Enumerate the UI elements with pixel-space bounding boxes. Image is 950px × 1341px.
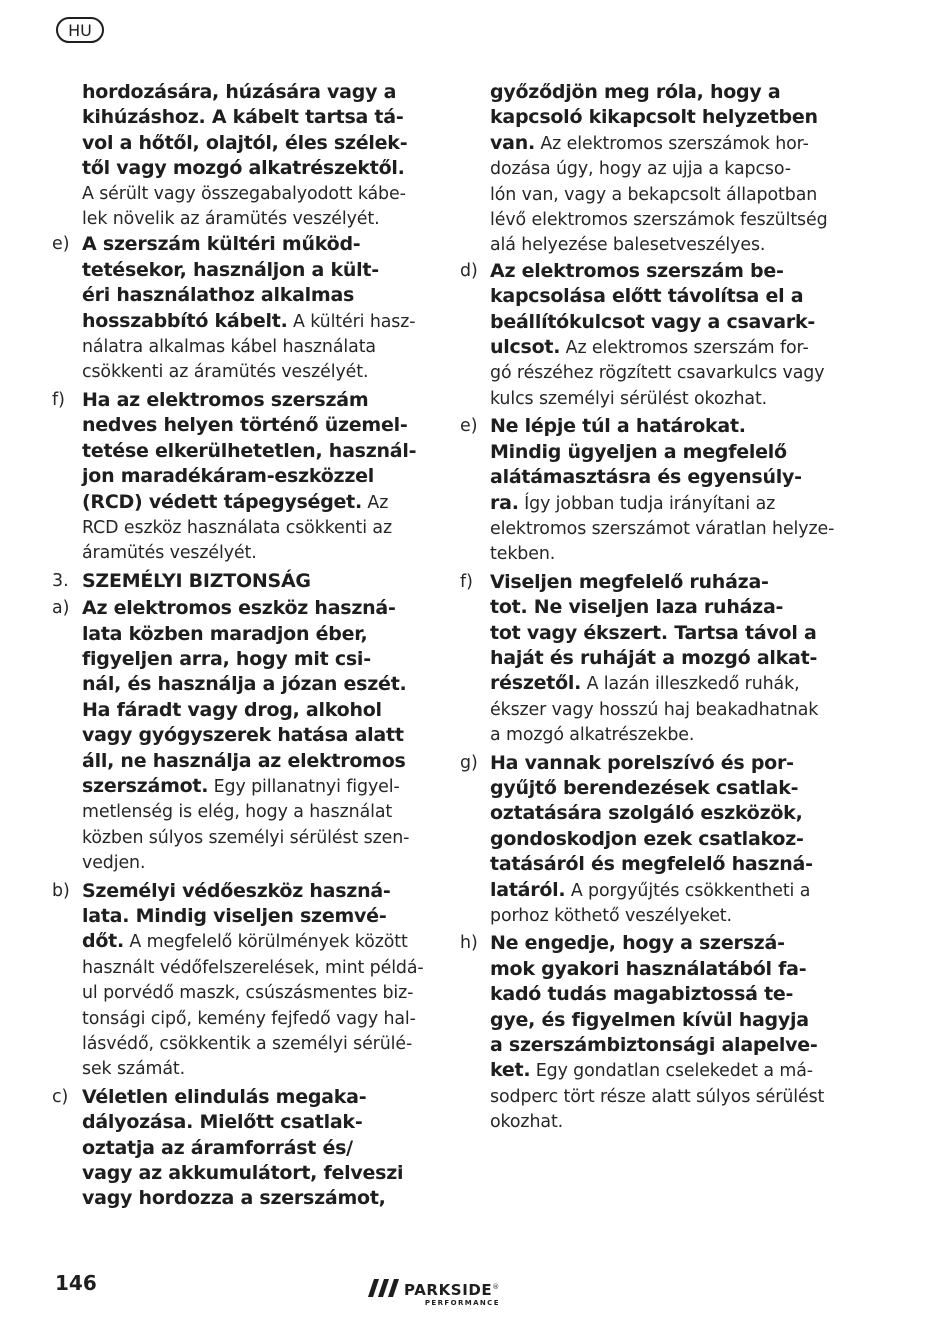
text-line bbox=[490, 1058, 836, 1084]
text-line bbox=[490, 183, 836, 208]
text-line: vagy az akkumulátort, felveszi bbox=[82, 1162, 404, 1185]
regular-text: A lazán illeszkedő ruhák, bbox=[581, 674, 800, 695]
logo-slashes-icon bbox=[368, 1279, 400, 1297]
text-line: nál, és használja a józan eszét. bbox=[82, 673, 407, 696]
regular-text: A kültéri hasz- bbox=[287, 311, 416, 332]
text-line bbox=[490, 387, 836, 412]
text-lines bbox=[490, 751, 836, 930]
text-line bbox=[82, 360, 430, 385]
section-heading bbox=[52, 569, 430, 594]
text-line bbox=[490, 233, 836, 258]
regular-text: vedjen. bbox=[82, 853, 146, 874]
regular-text: A megfelelő körülmények között bbox=[123, 932, 408, 953]
bold-lead: ulcsot. bbox=[490, 336, 561, 359]
regular-text: elektromos szerszámot váratlan helyze- bbox=[490, 518, 835, 539]
list-item bbox=[52, 232, 430, 385]
text-lines bbox=[490, 259, 836, 412]
text-line bbox=[82, 490, 430, 516]
text-line: gondoskodjon ezek csatlakoz- bbox=[490, 827, 804, 850]
item-marker: g) bbox=[460, 752, 478, 773]
text-line: Ne lépje túl a határokat. bbox=[490, 415, 746, 438]
item-marker: e) bbox=[52, 234, 70, 255]
text-line bbox=[82, 541, 430, 566]
regular-text: RCD eszköz használata csökkenti az bbox=[82, 517, 393, 538]
text-line: kapcsolása előtt távolítsa el a bbox=[490, 285, 804, 308]
section-number: 3. bbox=[52, 570, 69, 591]
regular-text: Egy pillanatnyi figyel- bbox=[208, 776, 400, 797]
regular-text: Az elektromos szerszám for- bbox=[560, 338, 809, 359]
text-line: hordozására, húzására vagy a bbox=[82, 81, 397, 103]
bold-lead: ra. bbox=[490, 491, 519, 514]
item-marker: b) bbox=[52, 880, 70, 901]
regular-text: használt védőfelszerelések, mint példá- bbox=[82, 957, 424, 978]
list-item bbox=[460, 570, 836, 749]
text-line bbox=[82, 981, 430, 1006]
regular-text: áramütés veszélyét. bbox=[82, 543, 257, 564]
bold-lead: szerszámot. bbox=[82, 774, 209, 797]
text-line: tetése elkerülhetetlen, használ- bbox=[82, 439, 417, 462]
text-line bbox=[490, 208, 836, 233]
item-marker: e) bbox=[460, 416, 478, 437]
text-line: vol a hőtől, olajtól, éles szélek- bbox=[82, 131, 408, 154]
text-line bbox=[490, 491, 836, 517]
regular-text: A porgyűjtés csökkentheti a bbox=[565, 880, 811, 901]
text-line bbox=[82, 182, 430, 207]
text-line bbox=[490, 361, 836, 386]
text-line bbox=[82, 516, 430, 541]
text-line bbox=[490, 1110, 836, 1135]
text-line: Ha fáradt vagy drog, alkohol bbox=[82, 698, 382, 721]
text-lines bbox=[82, 596, 430, 876]
bold-lead: dőt. bbox=[82, 930, 124, 953]
text-line: dályozása. Mielőtt csatlak- bbox=[82, 1111, 363, 1134]
text-lines bbox=[82, 1085, 430, 1212]
text-line: Mindig ügyeljen a megfelelő bbox=[490, 440, 787, 463]
item-marker: f) bbox=[460, 571, 473, 592]
text-line: tot. Ne viseljen laza ruháza- bbox=[490, 596, 784, 619]
regular-text: sodperc tört része alatt súlyos sérülést bbox=[490, 1086, 825, 1107]
text-line: Az elektromos szerszám be- bbox=[490, 259, 784, 282]
text-lines bbox=[490, 414, 836, 567]
text-lines bbox=[82, 232, 430, 385]
text-line bbox=[490, 904, 836, 929]
regular-text: a mozgó alkatrészekbe. bbox=[490, 725, 695, 746]
list-item bbox=[52, 388, 430, 567]
text-line: lata közben maradjon éber, bbox=[82, 622, 368, 645]
regular-text: lásvédő, csökkentik a személyi sérülé- bbox=[82, 1034, 413, 1055]
text-line bbox=[490, 878, 836, 904]
list-item bbox=[52, 1085, 430, 1212]
text-line bbox=[82, 1032, 430, 1057]
text-line: tatásáról és megfelelő haszná- bbox=[490, 853, 813, 876]
text-line: vagy gyógyszerek hatása alatt bbox=[82, 724, 404, 747]
list-item bbox=[460, 751, 836, 930]
text-lines bbox=[82, 80, 430, 232]
continued-paragraph bbox=[460, 80, 836, 259]
text-lines bbox=[490, 931, 836, 1135]
text-line: Viseljen megfelelő ruháza- bbox=[490, 570, 769, 593]
text-line: lata. Mindig viseljen szemvé- bbox=[82, 905, 387, 927]
list-item bbox=[460, 931, 836, 1135]
brand-name: PARKSIDE bbox=[404, 1281, 493, 1299]
text-line: jon maradékáram-eszközzel bbox=[82, 465, 375, 488]
regular-text: Egy gondatlan cselekedet a má- bbox=[530, 1061, 813, 1082]
text-line: Ha vannak porelszívó és por- bbox=[490, 751, 794, 774]
regular-text: A sérült vagy összegabalyodott kábe- bbox=[82, 183, 406, 204]
regular-text: Az bbox=[361, 492, 389, 513]
regular-text: tonsági cipő, kemény fejfedő vagy hal- bbox=[82, 1008, 416, 1029]
continued-paragraph bbox=[52, 80, 430, 232]
item-marker: f) bbox=[52, 389, 65, 410]
text-line: kihúzáshoz. A kábelt tartsa tá- bbox=[82, 106, 404, 129]
text-line bbox=[490, 542, 836, 567]
text-line: beállítókulcsot vagy a csavark- bbox=[490, 310, 815, 333]
bold-lead: (RCD) védett tápegységet. bbox=[82, 490, 362, 513]
regular-text: dozása úgy, hogy az ujja a kapcso- bbox=[490, 159, 791, 180]
regular-text: ékszer vagy hosszú haj beakadhatnak bbox=[490, 699, 819, 720]
item-marker: a) bbox=[52, 598, 70, 619]
text-lines bbox=[82, 388, 430, 567]
page-number: 146 bbox=[55, 1271, 97, 1295]
regular-text: Így jobban tudja irányítani az bbox=[518, 493, 776, 514]
text-line: tot vagy ékszert. Tartsa távol a bbox=[490, 621, 817, 644]
text-line: kadó tudás magabiztossá te- bbox=[490, 983, 794, 1006]
text-line bbox=[490, 131, 836, 157]
text-line: nedves helyen történő üzemel- bbox=[82, 414, 408, 437]
regular-text: metlenség is elég, hogy a használat bbox=[82, 802, 393, 823]
text-line: vagy hordozza a szerszámot, bbox=[82, 1187, 386, 1210]
text-line bbox=[82, 335, 430, 360]
text-line bbox=[490, 698, 836, 723]
bold-lead: hosszabbító kábelt. bbox=[82, 309, 288, 332]
text-line: től vagy mozgó alkatrészektől. bbox=[82, 157, 405, 180]
text-line bbox=[82, 1007, 430, 1032]
regular-text: nálatra alkalmas kábel használata bbox=[82, 337, 376, 358]
text-line: alátámasztásra és egyensúly- bbox=[490, 466, 802, 489]
text-line bbox=[490, 335, 836, 361]
regular-text: közben súlyos személyi sérülést szen- bbox=[82, 827, 410, 848]
brand-subtitle: PERFORMANCE bbox=[424, 1299, 500, 1307]
text-lines bbox=[490, 80, 836, 259]
text-lines bbox=[490, 570, 836, 749]
item-marker: h) bbox=[460, 933, 478, 954]
text-line bbox=[82, 956, 430, 981]
text-line bbox=[82, 309, 430, 335]
list-item bbox=[52, 879, 430, 1083]
text-line bbox=[490, 157, 836, 182]
regular-text: sek számát. bbox=[82, 1059, 186, 1080]
registered-mark: ® bbox=[492, 1283, 500, 1291]
left-column bbox=[52, 80, 430, 1212]
list-item bbox=[460, 259, 836, 412]
regular-text: porhoz köthető veszélyeket. bbox=[490, 906, 732, 926]
item-marker: c) bbox=[52, 1086, 69, 1107]
text-line bbox=[82, 207, 430, 232]
section-title: SZEMÉLYI BIZTONSÁG bbox=[82, 569, 311, 592]
text-line: Véletlen elindulás megaka- bbox=[82, 1085, 367, 1108]
regular-text: alá helyezése balesetveszélyes. bbox=[490, 235, 766, 256]
text-lines bbox=[82, 879, 430, 1083]
bold-lead: ket. bbox=[490, 1059, 531, 1082]
bold-lead: részetől. bbox=[490, 672, 582, 695]
regular-text: Az elektromos szerszámok hor- bbox=[534, 133, 809, 154]
regular-text: lévő elektromos szerszámok feszültség bbox=[490, 210, 828, 231]
text-line: Személyi védőeszköz haszná- bbox=[82, 879, 391, 902]
text-line: A szerszám kültéri működ- bbox=[82, 233, 361, 256]
right-column bbox=[460, 80, 836, 1136]
text-line bbox=[82, 851, 430, 876]
text-line: Ha az elektromos szerszám bbox=[82, 388, 369, 411]
text-line: Az elektromos eszköz haszná- bbox=[82, 597, 396, 620]
text-line: mok gyakori használatából fa- bbox=[490, 957, 807, 980]
text-line: tetésekor, használjon a kült- bbox=[82, 258, 379, 281]
text-line: éri használathoz alkalmas bbox=[82, 284, 355, 307]
text-line: oztatja az áramforrást és/ bbox=[82, 1136, 353, 1159]
text-line: kapcsoló kikapcsolt helyzetben bbox=[490, 106, 818, 129]
regular-text: okozhat. bbox=[490, 1112, 564, 1133]
list-item bbox=[52, 596, 430, 876]
language-badge bbox=[56, 17, 104, 43]
text-line: gye, és figyelmen kívül hagyja bbox=[490, 1008, 809, 1031]
regular-text: lón van, vagy a bekapcsolt állapotban bbox=[490, 184, 818, 205]
bold-lead: van. bbox=[490, 131, 535, 154]
text-line bbox=[82, 800, 430, 825]
regular-text: tekben. bbox=[490, 544, 556, 565]
text-line bbox=[82, 929, 430, 955]
text-line bbox=[490, 671, 836, 697]
text-line: Ne engedje, hogy a szerszá- bbox=[490, 932, 785, 955]
language-code: HU bbox=[68, 20, 92, 40]
text-line: gyűjtő berendezések csatlak- bbox=[490, 776, 799, 799]
text-line: a szerszámbiztonsági alapelve- bbox=[490, 1034, 818, 1057]
regular-text: kulcs személyi sérülést okozhat. bbox=[490, 388, 768, 409]
parkside-logo bbox=[368, 1279, 500, 1308]
text-line bbox=[82, 826, 430, 851]
regular-text: csökkenti az áramütés veszélyét. bbox=[82, 362, 369, 383]
text-line: haját és ruháját a mozgó alkat- bbox=[490, 646, 818, 669]
regular-text: lek növelik az áramütés veszélyét. bbox=[82, 209, 380, 230]
text-line bbox=[82, 774, 430, 800]
text-line bbox=[490, 517, 836, 542]
list-item bbox=[460, 414, 836, 567]
text-line bbox=[490, 1085, 836, 1110]
text-line bbox=[490, 723, 836, 748]
text-line bbox=[82, 1057, 430, 1082]
text-line: oztatására szolgáló eszközök, bbox=[490, 802, 803, 825]
text-line: áll, ne használja az elektromos bbox=[82, 749, 406, 772]
item-marker: d) bbox=[460, 260, 478, 281]
text-line: figyeljen arra, hogy mit csi- bbox=[82, 647, 371, 670]
regular-text: ul porvédő maszk, csúszásmentes biz- bbox=[82, 983, 414, 1004]
text-line: győződjön meg róla, hogy a bbox=[490, 81, 781, 103]
regular-text: gó részéhez rögzített csavarkulcs vagy bbox=[490, 363, 825, 384]
bold-lead: latáról. bbox=[490, 878, 566, 901]
